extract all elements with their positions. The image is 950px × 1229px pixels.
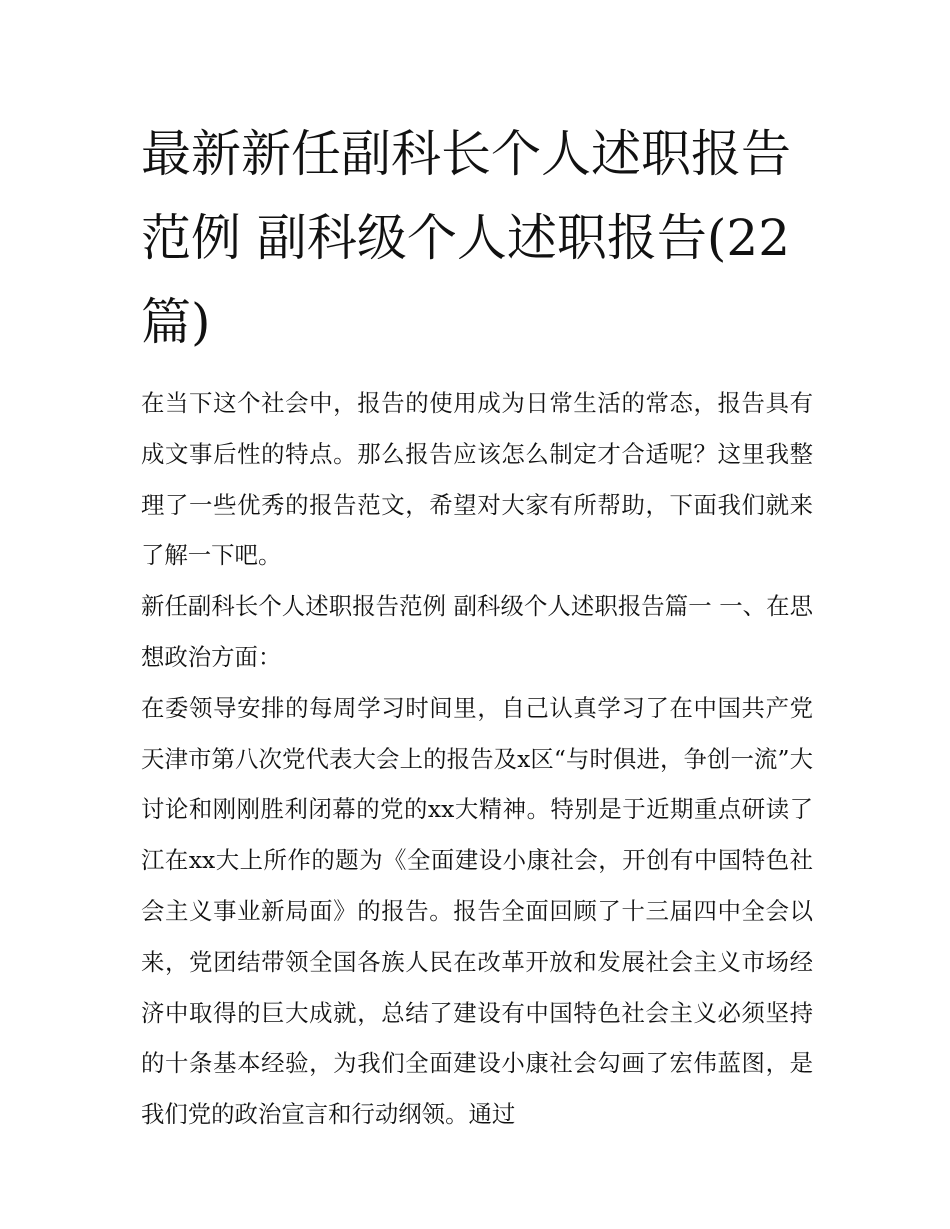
body-paragraph: 在委领导安排的每周学习时间里，自己认真学习了在中国共产党天津市第八次党代表大会上的报告及x区“与时俱进，争创一流”大讨论和刚刚胜利闭幕的党的xx大精神。特别是于近期重点研读了江在xx大上所作的题为《全面建设小康社会，开创有中国特色社会主义事业新局面》的报告。报告全面回顾了十三届四中全会以来，党团结带领全国各族人民在改革开放和发展社会主义市场经济中取得的巨大成就，总结了建设有中国特色社会主义必须坚持的十条基本经验，为我们全面建设小康社会勾画了宏伟蓝图，是我们党的政治宣言和行动纲领。通过 bbox=[141, 693, 813, 1129]
document-title: 最新新任副科长个人述职报告范例 副科级个人述职报告(22篇) bbox=[141, 125, 791, 351]
document-body bbox=[141, 378, 813, 1140]
section-heading-paragraph: 新任副科长个人述职报告范例 副科级个人述职报告篇一 一、在思想政治方面： bbox=[141, 592, 813, 671]
document-content bbox=[141, 112, 813, 1140]
intro-paragraph: 在当下这个社会中，报告的使用成为日常生活的常态，报告具有成文事后性的特点。那么报告应该怎么制定才合适呢？这里我整理了一些优秀的报告范文，希望对大家有所帮助，下面我们就来了解一下吧。 bbox=[141, 389, 813, 570]
